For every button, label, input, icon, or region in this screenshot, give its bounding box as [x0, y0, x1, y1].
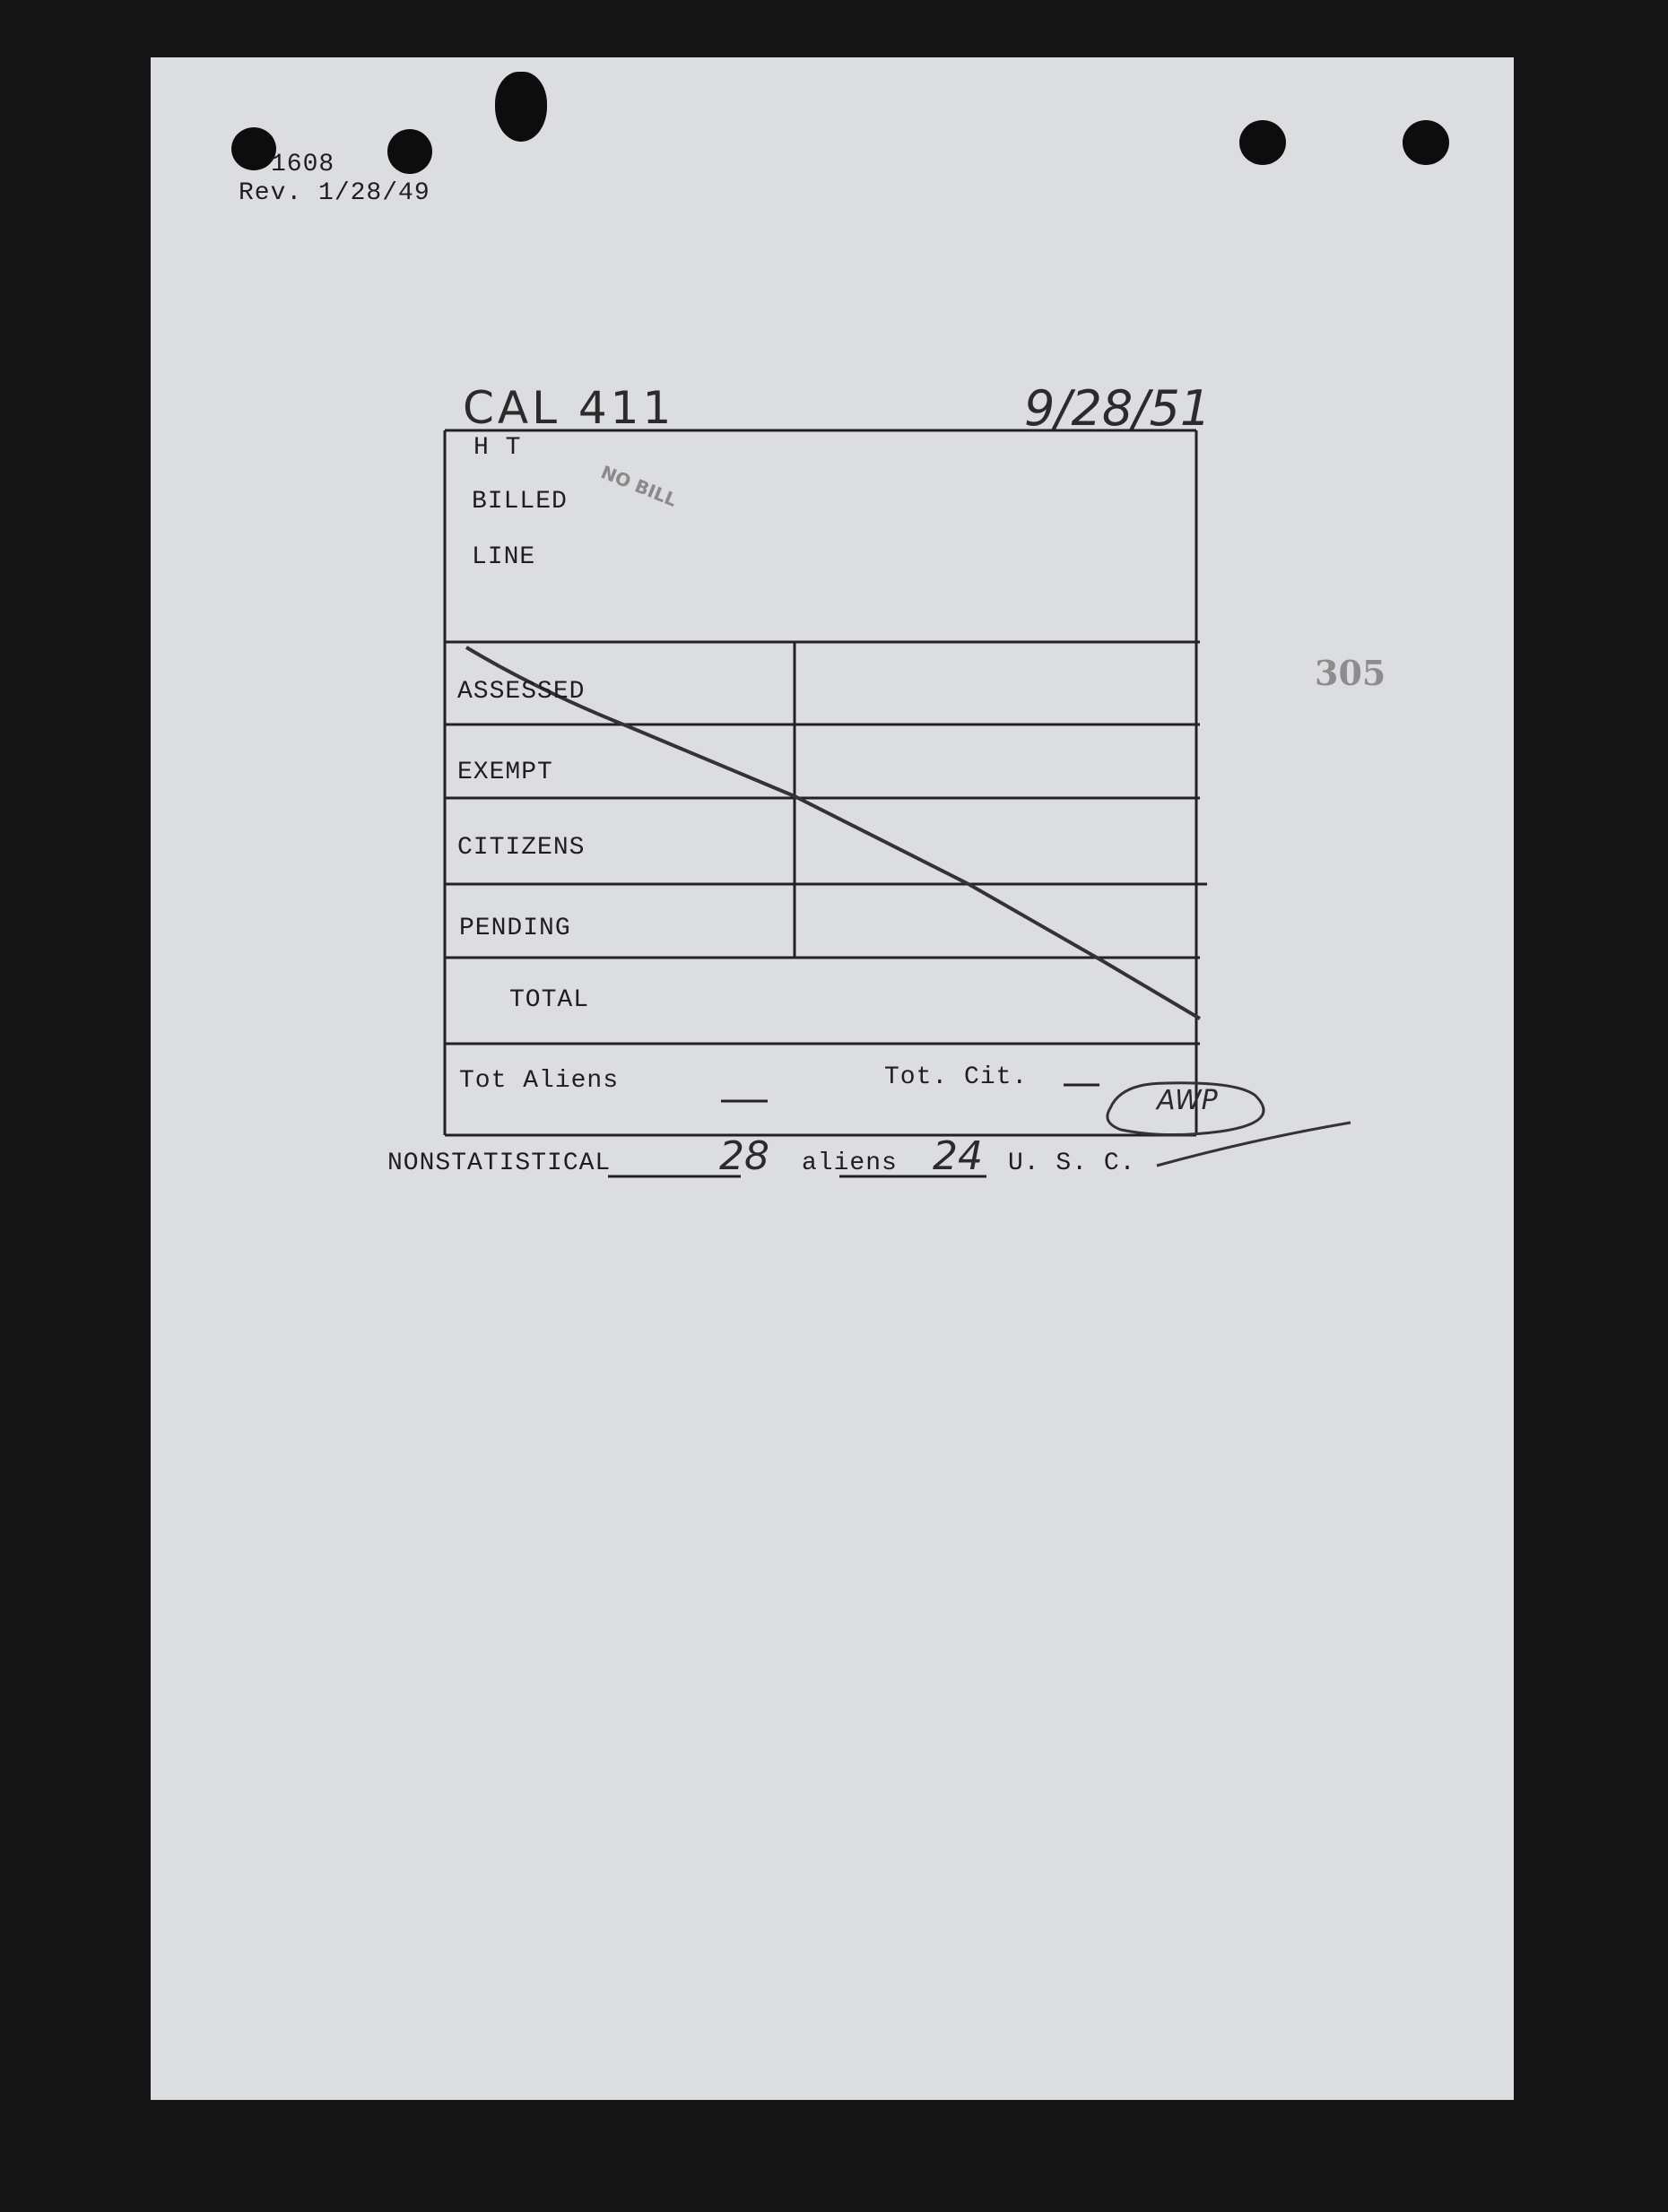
- aliens-label: aliens: [802, 1149, 898, 1177]
- file-code-handwritten: CAL 411: [463, 382, 675, 434]
- pending-label: PENDING: [459, 915, 571, 942]
- usc-count: 24: [933, 1133, 983, 1179]
- assessed-label: ASSESSED: [457, 678, 586, 706]
- tot-cit-label: Tot. Cit.: [884, 1063, 1029, 1091]
- total-label: TOTAL: [509, 986, 590, 1014]
- initials-handwritten: AWP: [1157, 1085, 1218, 1116]
- usc-label: U. S. C.: [1008, 1149, 1136, 1177]
- form-revision: Rev. 1/28/49: [239, 179, 430, 207]
- line-label: LINE: [472, 543, 536, 571]
- page-number-stamp: 305: [1315, 653, 1386, 693]
- citizens-label: CITIZENS: [457, 834, 586, 862]
- nonstatistical-label: NONSTATISTICAL: [387, 1149, 612, 1177]
- tot-aliens-label: Tot Aliens: [459, 1067, 620, 1095]
- no-bill-stamp: NO BILL: [597, 461, 681, 511]
- tot-aliens-value: [723, 1067, 724, 1068]
- date-handwritten: 9/28/51: [1024, 380, 1212, 437]
- billed-label: BILLED: [472, 488, 568, 516]
- exempt-label: EXEMPT: [457, 759, 553, 786]
- ht-label: H T: [473, 434, 522, 462]
- tot-cit-value: [1065, 1063, 1066, 1064]
- aliens-count: 28: [719, 1133, 769, 1179]
- form-number: 1608: [271, 151, 335, 178]
